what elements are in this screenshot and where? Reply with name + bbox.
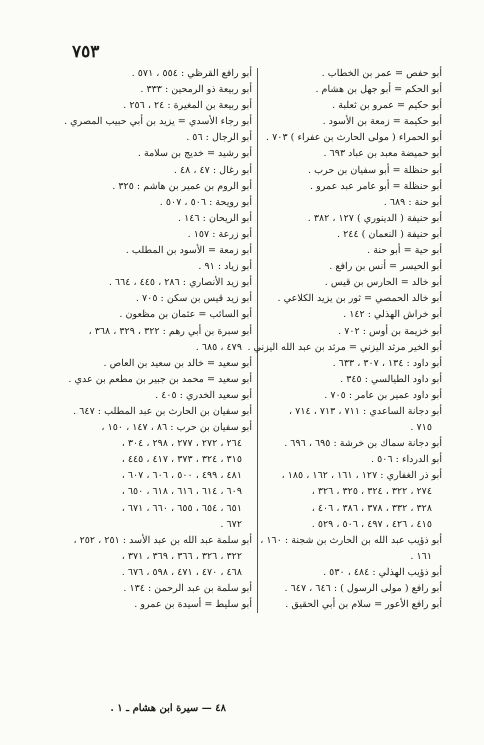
index-entry-continuation: ٢٧٤ ، ٣٢٢ ، ٣٢٤ ، ٣٢٥ ، ٣٢٦ ، (311, 486, 432, 498)
index-entry: أبو الرجال : ٥٦ . (186, 132, 252, 144)
index-entry-continuation: ٦٠٩ ، ٦١٤ ، ٦١٦ ، ٦١٨ ، ٦٥٠ ، (121, 486, 242, 498)
index-entry: أبو رجاء الأسدي = يزيد بن أبي حبيب المصري . (64, 116, 252, 128)
index-entry-continuation: ٣١٥ ، ٣٢٤ ، ٣٧٣ ، ٤١٧ ، ٤٤٥ ، (121, 454, 242, 466)
index-entry: أبو زيد الأنصاري : ٢٨٦ ، ٤٤٥ ، ٦٦٤ . (108, 277, 252, 289)
index-entry-continuation: ٤٨١ ، ٤٩٩ ، ٥٠٠ ، ٦٠٦ ، ٦٠٧ ، (121, 470, 242, 482)
index-entry: أبو خالد الحمصي = ثور بن يزيد الكلاعي . (277, 293, 442, 305)
index-entry: أبو حكيم = عمرو بن ثعلبة . (332, 100, 442, 112)
index-entry-continuation: ٦٥١ ، ٦٥٤ ، ٦٥٥ ، ٦٦٠ ، ٦٧١ ، (121, 502, 242, 514)
page-number: ٧٥٣ (72, 42, 100, 62)
index-entry: أبو سليط = أسيدة بن عمرو . (134, 599, 252, 611)
index-entry: أبو سلمة بن عبد الرحمن : ١٣٤ . (123, 583, 252, 594)
index-entry: أبو ذؤيب الهذلي : ٤٨٤ ، ٥٣٠ . (323, 566, 442, 578)
index-entry: أبو الريحان : ١٤٦ . (178, 212, 252, 224)
index-entry: أبو الحيسر = أنس بن رافع . (329, 261, 442, 273)
index-entry: أبو رافع الأعور = سلام بن أبي الحقيق . (285, 599, 442, 611)
index-entry: أبو حكيمة = زمعة بن الأسود . (322, 116, 442, 128)
index-entry: أبو رافع القرظي : ٥٥٤ ، ٥٧١ . (131, 68, 252, 79)
index-entry-continuation: ٧١٥ . (410, 422, 432, 434)
index-entry: أبو حنظلة = أبو سفيان بن حرب . (307, 164, 442, 176)
index-entry: أبو سعيد = خالد بن سعيد بن العاص . (103, 357, 252, 369)
index-entry-continuation: ٤٧٩ ، ٦٨٥ . (195, 341, 242, 353)
index-entry: أبو حية = أبو حنة . (367, 245, 442, 257)
index-entry-continuation: ٣٢٨ ، ٣٣٢ ، ٣٧٨ ، ٣٨٦ ، ٤٠٦ ، (311, 502, 432, 514)
index-entry: أبو حميضة معبد بن عباد ٦٩٣ . (323, 148, 442, 160)
index-entry: أبو خزيمة بن أوس : ٧٠٢ . (338, 325, 442, 337)
index-entry: أبو حنيفة ( النعمان ) ٢٤٤ . (337, 228, 442, 240)
index-entry: أبو سفيان بن الحارث بن عبد المطلب : ٦٤٧ . (73, 405, 252, 417)
index-entry: أبو دجانة الساعدي : ٧١١ ، ٧١٣ ، ٧١٤ ، (289, 405, 442, 417)
index-entry: أبو سلمة عبد الله بن عبد الأسد : ٢٥١ ، ٢٥٢ ، (73, 534, 252, 546)
index-entry-continuation: ٤٦٨ ، ٤٧٠ ، ٤٧١ ، ٥٩٨ ، ٦٧٦ . (121, 566, 242, 578)
index-entry: أبو زيد قيس بن سكن : ٧٠٥ . (135, 293, 252, 305)
index-entry: أبو ذر الغفاري : ١٢٧ ، ١٦١ ، ١٦٢ ، ١٨٥ ، (281, 470, 442, 482)
index-entry: أبو رشيد = خديج بن سلامة . (137, 148, 252, 160)
index-entry: أبو ذؤيب عبد الله بن الحارث بن شجنة : ١٦٠ ، (260, 534, 442, 546)
index-entry: أبو زرعة : ١٥٧ . (187, 228, 252, 240)
index-entry: أبو سعيد = محمد بن جبير بن مطعم بن عدي . (68, 373, 252, 385)
index-entry: أبو حفص = عمر بن الخطاب . (321, 68, 442, 79)
index-entry: أبو الدرداء : ٥٠٦ . (371, 454, 442, 466)
index-entry: أبو داود عمير بن عامر : ٧٠٥ . (324, 389, 442, 401)
index-entry: أبو خالد = الحارس بن قيس . (324, 277, 442, 289)
index-entry: أبو داود : ١٣٤ ، ٣٠٧ ، ٦٣٣ . (332, 357, 442, 369)
index-entry: أبو الروم بن عمير بن هاشم : ٣٢٥ . (112, 180, 252, 192)
index-entry: أبو دجانة سماك بن خرشة : ٦٩٥ ، ٦٩٦ . (284, 438, 442, 450)
index-entry: أبو رويحة : ٥٠٦ ، ٥٠٧ . (159, 196, 252, 208)
right-index-column (247, 66, 442, 613)
index-entry-continuation: ٣٢٢ ، ٣٢٦ ، ٣٦٦ ، ٣٦٩ ، ٣٧١ ، (121, 550, 242, 562)
index-entry: أبو حنيفة ( الدينوري ) ١٢٧ ، ٣٨٢ . (307, 212, 442, 224)
index-entry: أبو سعيد الخدري : ٤٠٥ . (155, 389, 252, 401)
index-entry: أبو الخير مرثد اليزني = مرثد بن عبد الله اليزني . (247, 341, 442, 353)
index-entry-continuation: ٦٧٢ . (220, 518, 242, 530)
index-entry: أبو ربيعة ذو الرمحين : ٣٣٣ . (140, 84, 252, 96)
index-entry-continuation: ١٦١ . (410, 550, 432, 562)
index-entry: أبو السائب = عثمان بن مظعون . (119, 309, 252, 321)
index-entry: أبو سبرة بن أبي رهم : ٣٢٢ ، ٣٢٩ ، ٣٦٨ ، (88, 325, 252, 337)
index-columns (64, 66, 442, 613)
index-entry: أبو سفيان بن حرب : ٨٦ ، ١٤٧ ، ١٥٠ ، (101, 422, 252, 434)
index-entry: أبو حنظلة = أبو عامر عبد عمرو . (310, 180, 442, 192)
index-entry: أبو رغال : ٤٧ ، ٤٨ . (173, 164, 252, 176)
index-entry-continuation: ٤١٥ ، ٤٢٦ ، ٤٩٧ ، ٥٠٦ ، ٥٢٩ . (311, 518, 432, 530)
index-entry: أبو حنة : ٦٨٩ . (383, 196, 442, 208)
index-entry: أبو زمعة = الأسود بن المطلب . (125, 245, 252, 257)
index-entry: أبو الحمراء ( مولى الحارث بن عفراء ) ٧٠٣ . (266, 132, 442, 144)
page-footer: ٤٨ — سيرة ابن هشام ـ ١ . (110, 703, 226, 714)
index-entry: أبو خراش الهذلي : ١٤٢ . (343, 309, 442, 321)
index-entry: أبو داود الطيالسي : ٣٤٥ . (340, 373, 442, 385)
index-entry-continuation: ٢٦٤ ، ٢٧٢ ، ٢٧٧ ، ٢٩٨ ، ٣٠٤ ، (121, 438, 242, 450)
index-entry: أبو ربيعة بن المغيرة : ٢٤ ، ٢٥٦ . (123, 100, 252, 112)
index-entry: أبو رافع ( مولى الرسول ) : ٦٤٦ ، ٦٤٧ . (284, 583, 442, 594)
index-entry: أبو الحكم = أبو جهل بن هشام . (315, 84, 442, 96)
index-entry: أبو زياد : ٩١ . (198, 261, 252, 273)
left-index-column (64, 66, 252, 613)
